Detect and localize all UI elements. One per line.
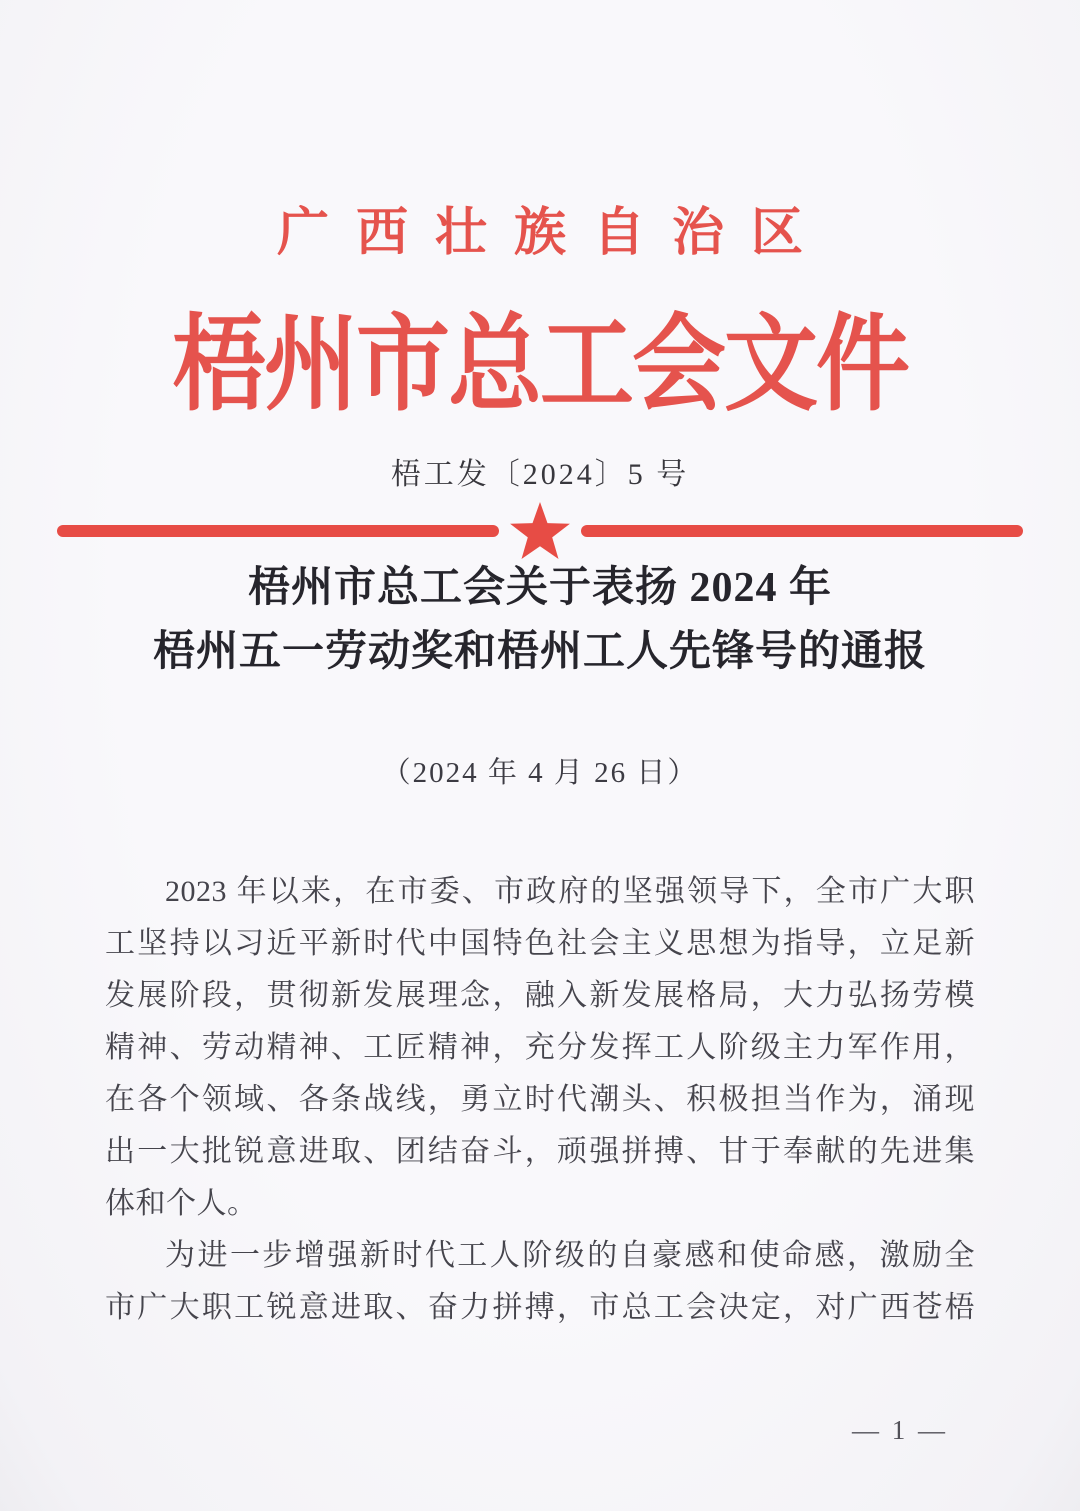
document-title <box>0 556 1080 684</box>
organization-heading: 梧州市总工会文件 <box>171 307 908 425</box>
document-title-line2: 梧州五一劳动奖和梧州工人先锋号的通报 <box>152 629 927 675</box>
body-text-line: 出一大批锐意进取、团结奋斗，顽强拼搏、甘于奉献的先进集 <box>105 1135 975 1168</box>
body-text-line: 工坚持以习近平新时代中国特色社会主义思想为指导，立足新 <box>105 927 975 960</box>
divider-bar-left <box>57 525 499 537</box>
document-date: （2024 年 4 月 26 日） <box>381 757 699 789</box>
document-title-line1: 梧州市总工会关于表扬 2024 年 <box>247 565 832 611</box>
red-divider <box>57 500 1023 562</box>
body-text-line: 2023 年以来，在市委、市政府的坚强领导下，全市广大职 <box>165 875 975 908</box>
document-number: 梧工发〔2024〕5 号 <box>390 458 690 491</box>
region-heading: 广西壮族自治区 <box>276 205 830 262</box>
body-text-line: 市广大职工锐意进取、奋力拼搏，市总工会决定，对广西苍梧 <box>105 1291 975 1324</box>
body-text-line: 体和个人。 <box>105 1187 258 1220</box>
body-text-line: 为进一步增强新时代工人阶级的自豪感和使命感，激励全 <box>165 1239 975 1272</box>
divider-bar-right <box>581 525 1023 537</box>
body-text-line: 在各个领域、各条战线，勇立时代潮头、积极担当作为，涌现 <box>105 1083 975 1116</box>
page-number: — 1 — <box>852 1415 948 1445</box>
body-text-line: 精神、劳动精神、工匠精神，充分发挥工人阶级主力军作用， <box>105 1031 975 1064</box>
document-body <box>105 866 975 1334</box>
star-icon <box>506 500 574 562</box>
body-text-line: 发展阶段，贯彻新发展理念，融入新发展格局，大力弘扬劳模 <box>105 979 975 1012</box>
